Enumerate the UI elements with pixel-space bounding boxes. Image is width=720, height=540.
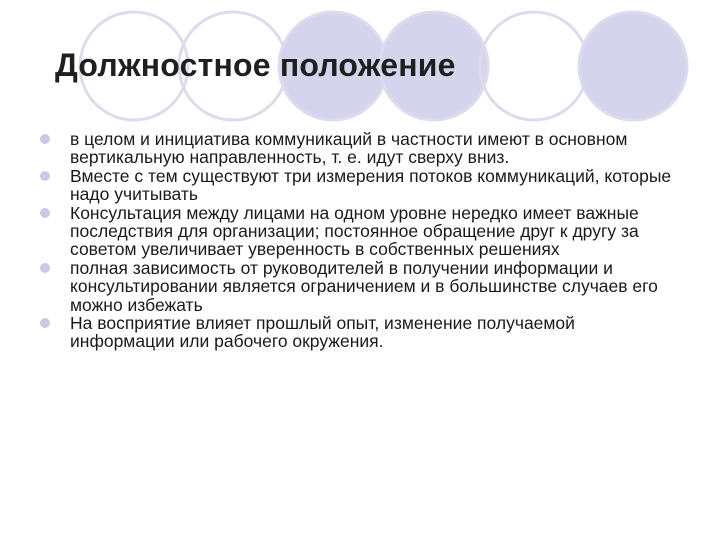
bullet-item [0, 130, 682, 167]
bullet-marker-icon [40, 208, 50, 218]
bullet-marker-icon [40, 263, 50, 273]
slide-title: Должностное положение [55, 47, 456, 83]
decor-circle [480, 12, 588, 120]
decor-circle [579, 12, 687, 120]
bullet-item [0, 314, 682, 351]
bullet-text: Консультация между лицами на одном уровне нередко имеет важные последствия для организации; постоянное обращение друг к другу за советом увеличивает уверенность в собственных решениях [70, 202, 639, 260]
bullet-item [0, 259, 682, 314]
bullet-item [0, 167, 682, 204]
bullet-text: На восприятие влияет прошлый опыт, изменение получаемой информации или рабочего окружения. [70, 313, 575, 352]
bullet-list [0, 130, 700, 351]
bullet-text: полная зависимость от руководителей в получении информации и консультировании является ограничением и в большинстве случаев его можно избежать [70, 257, 658, 315]
bullet-text: в целом и инициатива коммуникаций в частности имеют в основном вертикальную направленность, т. е. идут сверху вниз. [70, 129, 628, 168]
bullet-marker-icon [40, 318, 50, 328]
bullet-marker-icon [40, 134, 50, 144]
bullet-item [0, 204, 682, 259]
bullet-marker-icon [40, 171, 50, 181]
bullet-text: Вместе с тем существуют три измерения потоков коммуникаций, которые надо учитывать [70, 165, 672, 205]
